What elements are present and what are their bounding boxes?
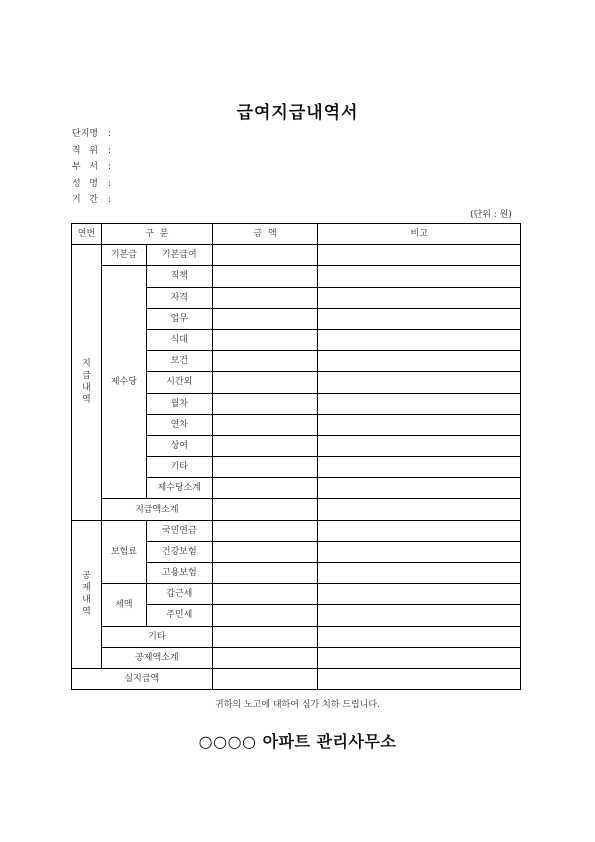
tax-group-label: 세액	[101, 584, 146, 626]
item-label: 업무	[146, 308, 212, 329]
item-label: 상여	[146, 435, 212, 456]
item-label: 자격	[146, 287, 212, 308]
item-label: 연차	[146, 414, 212, 435]
remarks-cell[interactable]	[318, 435, 521, 456]
info-label: 부 서	[72, 162, 98, 172]
amount-cell[interactable]	[212, 308, 318, 329]
net-pay-label: 실지급액	[72, 668, 213, 689]
pay-table	[71, 223, 521, 690]
amount-cell[interactable]	[212, 393, 318, 414]
remarks-cell[interactable]	[318, 584, 521, 605]
info-row-department	[72, 159, 111, 176]
table-row	[72, 499, 521, 520]
remarks-cell[interactable]	[318, 266, 521, 287]
table-row	[72, 245, 521, 266]
remarks-cell[interactable]	[318, 457, 521, 478]
info-label: 단지명	[72, 129, 99, 139]
info-value: :	[108, 129, 112, 139]
table-row	[72, 626, 521, 647]
remarks-cell[interactable]	[318, 563, 521, 584]
remarks-cell[interactable]	[318, 351, 521, 372]
deduction-other-label: 기타	[101, 626, 212, 647]
item-label: 보건	[146, 351, 212, 372]
amount-cell[interactable]	[212, 414, 318, 435]
insurance-group-label: 보험료	[101, 520, 146, 584]
allowance-group-label: 제수당	[101, 266, 146, 499]
info-row-position	[72, 143, 111, 160]
remarks-cell[interactable]	[318, 541, 521, 562]
remarks-cell[interactable]	[318, 393, 521, 414]
amount-cell[interactable]	[212, 287, 318, 308]
amount-cell[interactable]	[212, 245, 318, 266]
deduction-subtotal-label: 공제액소계	[101, 647, 212, 668]
remarks-cell[interactable]	[318, 329, 521, 350]
item-label: 기본급여	[146, 245, 212, 266]
amount-cell[interactable]	[212, 626, 318, 647]
remarks-cell[interactable]	[318, 499, 521, 520]
remarks-cell[interactable]	[318, 626, 521, 647]
item-label: 국민연금	[146, 520, 212, 541]
info-value: :	[108, 162, 112, 172]
amount-cell[interactable]	[212, 668, 318, 689]
amount-cell[interactable]	[212, 520, 318, 541]
info-value: :	[108, 178, 112, 189]
amount-cell[interactable]	[212, 457, 318, 478]
info-value: :	[108, 195, 112, 205]
amount-cell[interactable]	[212, 329, 318, 350]
header-amount: 금 액	[212, 224, 318, 245]
thanks-note: 귀하의 노고에 대하여 심가 치하 드립니다.	[215, 700, 380, 710]
amount-cell[interactable]	[212, 605, 318, 626]
item-label: 주민세	[146, 605, 212, 626]
amount-cell[interactable]	[212, 499, 318, 520]
unit-label: (단위 : 원)	[470, 210, 512, 220]
header-remarks: 비고	[318, 224, 521, 245]
basic-group-label: 기본급	[101, 245, 146, 266]
info-block	[72, 126, 111, 209]
item-label: 시간외	[146, 372, 212, 393]
info-label: 기 간	[72, 195, 98, 205]
table-row	[72, 668, 521, 689]
info-row-name	[72, 176, 111, 193]
amount-cell[interactable]	[212, 478, 318, 499]
document-title: 급여지급내역서	[236, 103, 359, 123]
item-label: 고용보험	[146, 563, 212, 584]
amount-cell[interactable]	[212, 647, 318, 668]
table-row	[72, 520, 521, 541]
remarks-cell[interactable]	[318, 605, 521, 626]
header-category: 구 분	[101, 224, 212, 245]
table-row	[72, 647, 521, 668]
info-value: :	[108, 145, 112, 156]
table-row	[72, 266, 521, 287]
info-row-complex	[72, 126, 111, 143]
remarks-cell[interactable]	[318, 308, 521, 329]
deduction-group-label: 공 제 내 역	[72, 520, 102, 668]
remarks-cell[interactable]	[318, 414, 521, 435]
office-name: ○○○○ 아파트 관리사무소	[198, 732, 397, 751]
info-row-period	[72, 192, 111, 209]
item-label: 제수당소계	[146, 478, 212, 499]
remarks-cell[interactable]	[318, 647, 521, 668]
remarks-cell[interactable]	[318, 287, 521, 308]
remarks-cell[interactable]	[318, 668, 521, 689]
amount-cell[interactable]	[212, 435, 318, 456]
amount-cell[interactable]	[212, 563, 318, 584]
header-seq: 연번	[72, 224, 102, 245]
amount-cell[interactable]	[212, 584, 318, 605]
item-label: 식대	[146, 329, 212, 350]
payment-group-label: 지 급 내 역	[72, 245, 102, 520]
remarks-cell[interactable]	[318, 245, 521, 266]
remarks-cell[interactable]	[318, 520, 521, 541]
info-label: 성 명	[72, 178, 98, 189]
payment-subtotal-label: 지급액소계	[101, 499, 212, 520]
table-row	[72, 584, 521, 605]
item-label: 직책	[146, 266, 212, 287]
remarks-cell[interactable]	[318, 372, 521, 393]
item-label: 기타	[146, 457, 212, 478]
item-label: 건강보험	[146, 541, 212, 562]
amount-cell[interactable]	[212, 351, 318, 372]
header-row	[72, 224, 521, 245]
item-label: 갑근세	[146, 584, 212, 605]
info-label: 직 위	[72, 145, 98, 156]
item-label: 월차	[146, 393, 212, 414]
amount-cell[interactable]	[212, 541, 318, 562]
amount-cell[interactable]	[212, 266, 318, 287]
amount-cell[interactable]	[212, 372, 318, 393]
remarks-cell[interactable]	[318, 478, 521, 499]
